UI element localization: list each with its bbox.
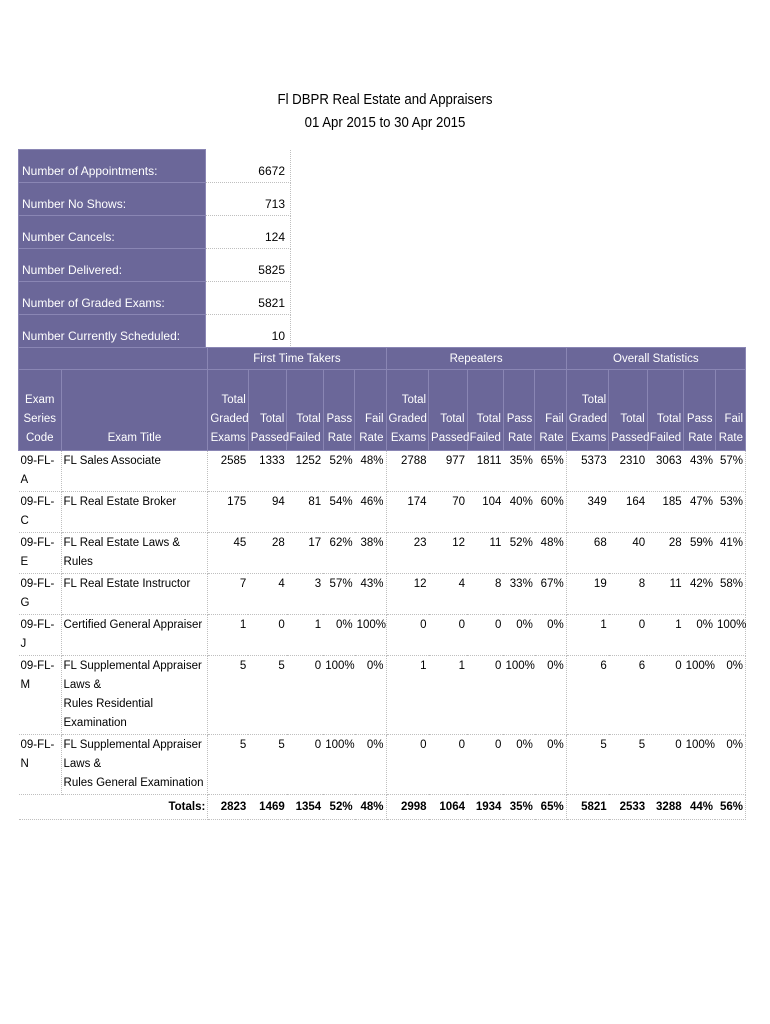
total-graded-cell: 1 (386, 656, 429, 735)
table-row (19, 492, 746, 533)
summary-row (19, 216, 291, 249)
pass-rate-cell: 43% (684, 451, 715, 492)
total-failed-cell: 0 (467, 615, 503, 656)
total-graded-cell: 45 (208, 533, 248, 574)
pass-rate-cell: 0% (503, 735, 534, 795)
total-failed-cell: 1 (647, 615, 683, 656)
exam-code: 09-FL-N (19, 735, 62, 795)
pass-rate-cell: 33% (503, 574, 534, 615)
fail-rate-cell: 0% (715, 656, 746, 735)
exam-statistics-table (18, 347, 746, 820)
fail-rate-cell: 38% (355, 533, 386, 574)
summary-label: Number of Graded Exams: (19, 282, 206, 315)
pass-rate-cell: 47% (684, 492, 715, 533)
total-passed-cell: 0 (429, 615, 467, 656)
pass-rate-cell: 40% (503, 492, 534, 533)
summary-label: Number Cancels: (19, 216, 206, 249)
total-graded-cell: 2998 (386, 795, 429, 820)
total-passed-cell: 40 (609, 533, 647, 574)
col-total-passed: Total Passed (429, 370, 467, 451)
total-graded-cell: 2585 (208, 451, 248, 492)
total-passed-cell: 5 (248, 735, 286, 795)
total-graded-cell: 19 (566, 574, 609, 615)
total-passed-cell: 1 (429, 656, 467, 735)
fail-rate-cell: 100% (715, 615, 746, 656)
report-date-range: 01 Apr 2015 to 30 Apr 2015 (304, 114, 466, 131)
pass-rate-cell: 0% (323, 615, 354, 656)
total-graded-cell: 0 (386, 615, 429, 656)
report-title: Fl DBPR Real Estate and Appraisers (277, 91, 493, 108)
total-graded-cell: 68 (566, 533, 609, 574)
col-total-graded: Total Graded Exams (208, 370, 248, 451)
total-graded-cell: 175 (208, 492, 248, 533)
total-graded-cell: 2788 (386, 451, 429, 492)
summary-label: Number No Shows: (19, 183, 206, 216)
summary-row (19, 282, 291, 315)
exam-title: Certified General Appraiser (61, 615, 208, 656)
summary-label: Number Delivered: (19, 249, 206, 282)
fail-rate-cell: 0% (535, 735, 566, 795)
summary-label: Number of Appointments: (19, 150, 206, 183)
fail-rate-cell: 48% (535, 533, 566, 574)
fail-rate-cell: 65% (535, 795, 566, 820)
total-failed-cell: 11 (647, 574, 683, 615)
col-fail-rate: Fail Rate (355, 370, 386, 451)
total-failed-cell: 1354 (287, 795, 323, 820)
fail-rate-cell: 56% (715, 795, 746, 820)
exam-title: FL Real Estate Laws & Rules (61, 533, 208, 574)
pass-rate-cell: 100% (323, 656, 354, 735)
total-graded-cell: 6 (566, 656, 609, 735)
total-failed-cell: 0 (287, 656, 323, 735)
col-pass-rate: Pass Rate (503, 370, 534, 451)
total-graded-cell: 12 (386, 574, 429, 615)
total-passed-cell: 4 (248, 574, 286, 615)
table-row (19, 574, 746, 615)
exam-title: FL Real Estate Instructor (61, 574, 208, 615)
group-repeaters: Repeaters (386, 348, 566, 370)
exam-title: FL Sales Associate (61, 451, 208, 492)
totals-row (19, 795, 746, 820)
table-row (19, 656, 746, 735)
total-failed-cell: 0 (467, 656, 503, 735)
total-graded-cell: 5373 (566, 451, 609, 492)
total-passed-cell: 1064 (429, 795, 467, 820)
col-total-failed: Total Failed (647, 370, 683, 451)
total-failed-cell: 1 (287, 615, 323, 656)
total-failed-cell: 0 (467, 735, 503, 795)
fail-rate-cell: 60% (535, 492, 566, 533)
col-fail-rate: Fail Rate (535, 370, 566, 451)
summary-value: 124 (206, 216, 291, 249)
exam-code: 09-FL-M (19, 656, 62, 735)
pass-rate-cell: 0% (503, 615, 534, 656)
total-failed-cell: 81 (287, 492, 323, 533)
fail-rate-cell: 0% (715, 735, 746, 795)
summary-table (18, 149, 291, 348)
fail-rate-cell: 0% (355, 656, 386, 735)
pass-rate-cell: 42% (684, 574, 715, 615)
exam-title: FL Supplemental Appraiser Laws & Rules Residential Examination (61, 656, 208, 735)
summary-value: 6672 (206, 150, 291, 183)
fail-rate-cell: 57% (715, 451, 746, 492)
fail-rate-cell: 41% (715, 533, 746, 574)
pass-rate-cell: 35% (503, 451, 534, 492)
total-graded-cell: 174 (386, 492, 429, 533)
total-failed-cell: 11 (467, 533, 503, 574)
total-graded-cell: 5 (208, 656, 248, 735)
totals-label: Totals: (19, 795, 208, 820)
col-total-passed: Total Passed (609, 370, 647, 451)
total-passed-cell: 977 (429, 451, 467, 492)
total-failed-cell: 17 (287, 533, 323, 574)
group-overall-statistics: Overall Statistics (566, 348, 745, 370)
exam-code: 09-FL-G (19, 574, 62, 615)
pass-rate-cell: 54% (323, 492, 354, 533)
col-exam-title: Exam Title (61, 370, 208, 451)
pass-rate-cell: 100% (503, 656, 534, 735)
total-passed-cell: 5 (609, 735, 647, 795)
summary-row (19, 315, 291, 348)
summary-row (19, 183, 291, 216)
fail-rate-cell: 46% (355, 492, 386, 533)
total-passed-cell: 0 (429, 735, 467, 795)
fail-rate-cell: 48% (355, 795, 386, 820)
exam-code: 09-FL-C (19, 492, 62, 533)
column-header-row (19, 370, 746, 451)
total-failed-cell: 1811 (467, 451, 503, 492)
total-graded-cell: 5 (566, 735, 609, 795)
total-graded-cell: 5821 (566, 795, 609, 820)
total-graded-cell: 2823 (208, 795, 248, 820)
fail-rate-cell: 67% (535, 574, 566, 615)
exam-title: FL Supplemental Appraiser Laws & Rules General Examination (61, 735, 208, 795)
total-failed-cell: 1252 (287, 451, 323, 492)
total-failed-cell: 1934 (467, 795, 503, 820)
total-failed-cell: 185 (647, 492, 683, 533)
total-graded-cell: 5 (208, 735, 248, 795)
total-graded-cell: 349 (566, 492, 609, 533)
pass-rate-cell: 57% (323, 574, 354, 615)
fail-rate-cell: 100% (355, 615, 386, 656)
exam-code: 09-FL-A (19, 451, 62, 492)
fail-rate-cell: 58% (715, 574, 746, 615)
col-total-passed: Total Passed (248, 370, 286, 451)
total-passed-cell: 164 (609, 492, 647, 533)
total-passed-cell: 0 (248, 615, 286, 656)
col-exam-series-code: Exam Series Code (19, 370, 62, 451)
pass-rate-cell: 52% (503, 533, 534, 574)
total-graded-cell: 7 (208, 574, 248, 615)
table-row (19, 533, 746, 574)
col-total-failed: Total Failed (467, 370, 503, 451)
col-pass-rate: Pass Rate (323, 370, 354, 451)
total-failed-cell: 3063 (647, 451, 683, 492)
group-header-row (19, 348, 746, 370)
summary-value: 10 (206, 315, 291, 348)
col-pass-rate: Pass Rate (684, 370, 715, 451)
total-passed-cell: 4 (429, 574, 467, 615)
total-graded-cell: 23 (386, 533, 429, 574)
fail-rate-cell: 53% (715, 492, 746, 533)
pass-rate-cell: 35% (503, 795, 534, 820)
fail-rate-cell: 0% (355, 735, 386, 795)
fail-rate-cell: 48% (355, 451, 386, 492)
total-passed-cell: 12 (429, 533, 467, 574)
total-failed-cell: 0 (647, 656, 683, 735)
pass-rate-cell: 52% (323, 795, 354, 820)
total-passed-cell: 2533 (609, 795, 647, 820)
table-row (19, 451, 746, 492)
pass-rate-cell: 44% (684, 795, 715, 820)
fail-rate-cell: 43% (355, 574, 386, 615)
summary-label: Number Currently Scheduled: (19, 315, 206, 348)
total-passed-cell: 28 (248, 533, 286, 574)
summary-value: 713 (206, 183, 291, 216)
total-graded-cell: 1 (566, 615, 609, 656)
exam-code: 09-FL-E (19, 533, 62, 574)
total-graded-cell: 1 (208, 615, 248, 656)
total-failed-cell: 104 (467, 492, 503, 533)
report-title-block (46, 88, 724, 134)
total-passed-cell: 1469 (248, 795, 286, 820)
exam-code: 09-FL-J (19, 615, 62, 656)
pass-rate-cell: 100% (323, 735, 354, 795)
pass-rate-cell: 0% (684, 615, 715, 656)
total-passed-cell: 8 (609, 574, 647, 615)
table-row (19, 735, 746, 795)
pass-rate-cell: 100% (684, 735, 715, 795)
group-header-blank (19, 348, 208, 370)
pass-rate-cell: 62% (323, 533, 354, 574)
total-failed-cell: 0 (287, 735, 323, 795)
total-passed-cell: 1333 (248, 451, 286, 492)
group-first-time-takers: First Time Takers (208, 348, 386, 370)
pass-rate-cell: 59% (684, 533, 715, 574)
pass-rate-cell: 100% (684, 656, 715, 735)
pass-rate-cell: 52% (323, 451, 354, 492)
total-failed-cell: 3 (287, 574, 323, 615)
total-failed-cell: 28 (647, 533, 683, 574)
total-failed-cell: 8 (467, 574, 503, 615)
summary-row (19, 249, 291, 282)
total-passed-cell: 0 (609, 615, 647, 656)
exam-title: FL Real Estate Broker (61, 492, 208, 533)
col-total-failed: Total Failed (287, 370, 323, 451)
total-passed-cell: 5 (248, 656, 286, 735)
summary-value: 5821 (206, 282, 291, 315)
total-passed-cell: 70 (429, 492, 467, 533)
fail-rate-cell: 0% (535, 656, 566, 735)
total-failed-cell: 3288 (647, 795, 683, 820)
total-passed-cell: 94 (248, 492, 286, 533)
summary-row (19, 150, 291, 183)
total-failed-cell: 0 (647, 735, 683, 795)
col-fail-rate: Fail Rate (715, 370, 746, 451)
total-passed-cell: 6 (609, 656, 647, 735)
total-passed-cell: 2310 (609, 451, 647, 492)
col-total-graded: Total Graded Exams (566, 370, 609, 451)
summary-value: 5825 (206, 249, 291, 282)
col-total-graded: Total Graded Exams (386, 370, 429, 451)
total-graded-cell: 0 (386, 735, 429, 795)
fail-rate-cell: 65% (535, 451, 566, 492)
table-row (19, 615, 746, 656)
fail-rate-cell: 0% (535, 615, 566, 656)
